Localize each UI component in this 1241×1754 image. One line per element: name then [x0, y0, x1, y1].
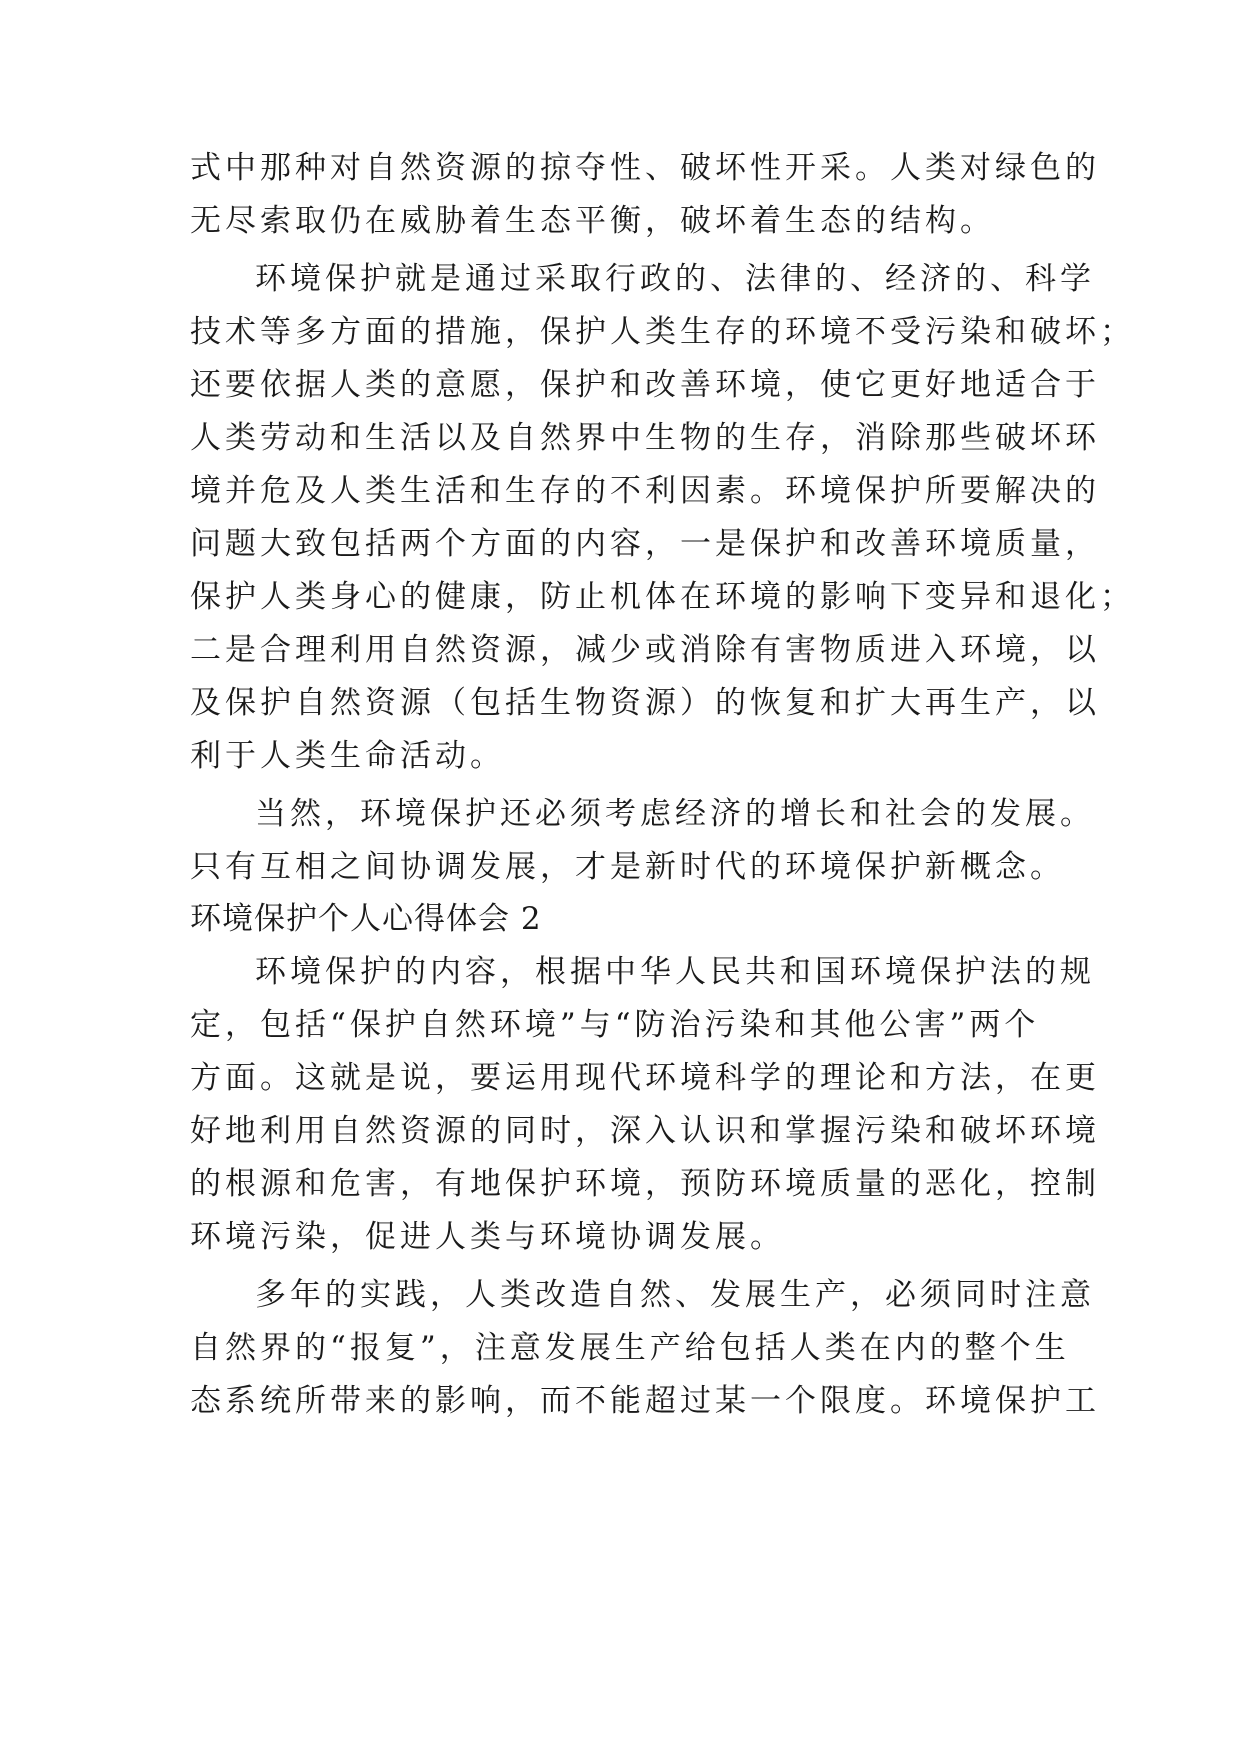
text-line: 还要依据人类的意愿，保护和改善环境，使它更好地适合于: [190, 367, 1100, 403]
text-line: 二是合理利用自然资源，减少或消除有害物质进入环境，以: [190, 632, 1100, 668]
text-line: 定，包括“保护自然环境”与“防治污染和其他公害”两个: [190, 1007, 1040, 1043]
paragraph-first-line: 当然，环境保护还必须考虑经济的增长和社会的发展。: [255, 796, 1095, 832]
paragraph-first-line: 环境保护就是通过采取行政的、法律的、经济的、科学: [255, 261, 1095, 297]
text-line: 式中那种对自然资源的掠夺性、破坏性开采。人类对绿色的: [190, 150, 1100, 186]
text-line: 好地利用自然资源的同时，深入认识和掌握污染和破坏环境: [190, 1113, 1100, 1149]
text-line: 保护人类身心的健康，防止机体在环境的影响下变异和退化；: [190, 579, 1135, 615]
text-line: 人类劳动和生活以及自然界中生物的生存，消除那些破坏环: [190, 420, 1100, 456]
text-line: 无尽索取仍在威胁着生态平衡，破坏着生态的结构。: [190, 203, 995, 239]
paragraph-first-line: 多年的实践，人类改造自然、发展生产，必须同时注意: [255, 1277, 1095, 1313]
text-line: 的根源和危害，有地保护环境，预防环境质量的恶化，控制: [190, 1166, 1100, 1202]
text-line: 方面。这就是说，要运用现代环境科学的理论和方法，在更: [190, 1060, 1100, 1096]
text-line: 环境污染，促进人类与环境协调发展。: [190, 1219, 785, 1255]
section-heading: 环境保护个人心得体会 2: [190, 901, 542, 937]
text-line: 及保护自然资源（包括生物资源）的恢复和扩大再生产，以: [190, 685, 1100, 721]
text-line: 问题大致包括两个方面的内容，一是保护和改善环境质量，: [190, 526, 1100, 562]
text-line: 境并危及人类生活和生存的不利因素。环境保护所要解决的: [190, 473, 1100, 509]
text-line: 自然界的“报复”，注意发展生产给包括人类在内的整个生: [190, 1330, 1070, 1366]
text-line: 只有互相之间协调发展，才是新时代的环境保护新概念。: [190, 849, 1065, 885]
text-line: 利于人类生命活动。: [190, 738, 505, 774]
text-line: 技术等多方面的措施，保护人类生存的环境不受污染和破坏；: [190, 314, 1135, 350]
paragraph-first-line: 环境保护的内容，根据中华人民共和国环境保护法的规: [255, 954, 1095, 990]
text-line: 态系统所带来的影响，而不能超过某一个限度。环境保护工: [190, 1383, 1100, 1419]
